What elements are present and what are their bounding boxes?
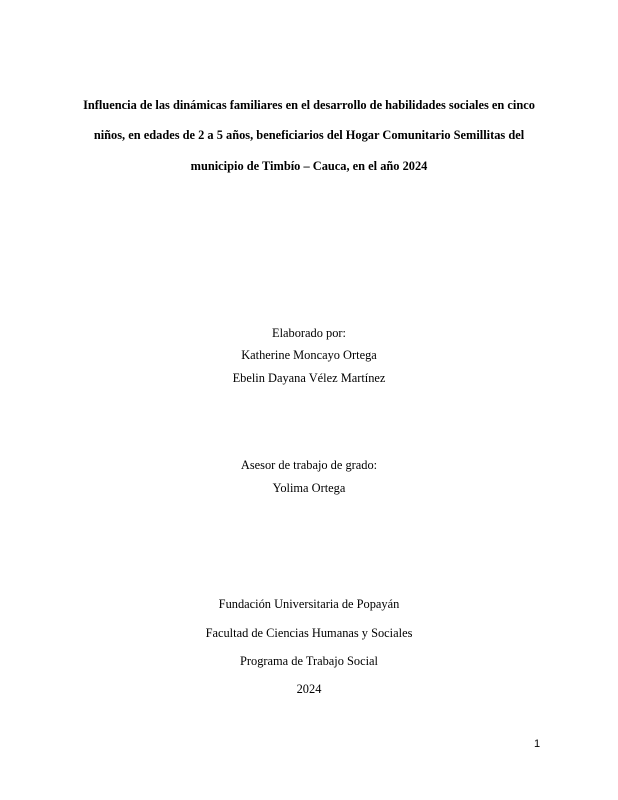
advisor-label: Asesor de trabajo de grado: xyxy=(240,458,378,472)
authors-label: Elaborado por: xyxy=(272,326,346,340)
page-number: 1 xyxy=(534,738,541,750)
university-name: Fundación Universitaria de Popayán xyxy=(218,597,400,611)
title-line-1: Influencia de las dinámicas familiares en el desarrollo de habilidades sociales en cinco xyxy=(83,98,535,112)
title-line-3: municipio de Timbío – Cauca, en el año 2024 xyxy=(190,159,428,173)
faculty-name: Facultad de Ciencias Humanas y Sociales xyxy=(205,626,413,640)
document-year: 2024 xyxy=(296,682,322,696)
title-line-2: niños, en edades de 2 a 5 años, beneficiarios del Hogar Comunitario Semillitas del xyxy=(93,128,525,142)
author-name-1: Katherine Moncayo Ortega xyxy=(241,348,377,362)
advisor-name: Yolima Ortega xyxy=(272,481,346,495)
author-name-2: Ebelin Dayana Vélez Martínez xyxy=(232,371,386,385)
program-name: Programa de Trabajo Social xyxy=(240,654,378,668)
